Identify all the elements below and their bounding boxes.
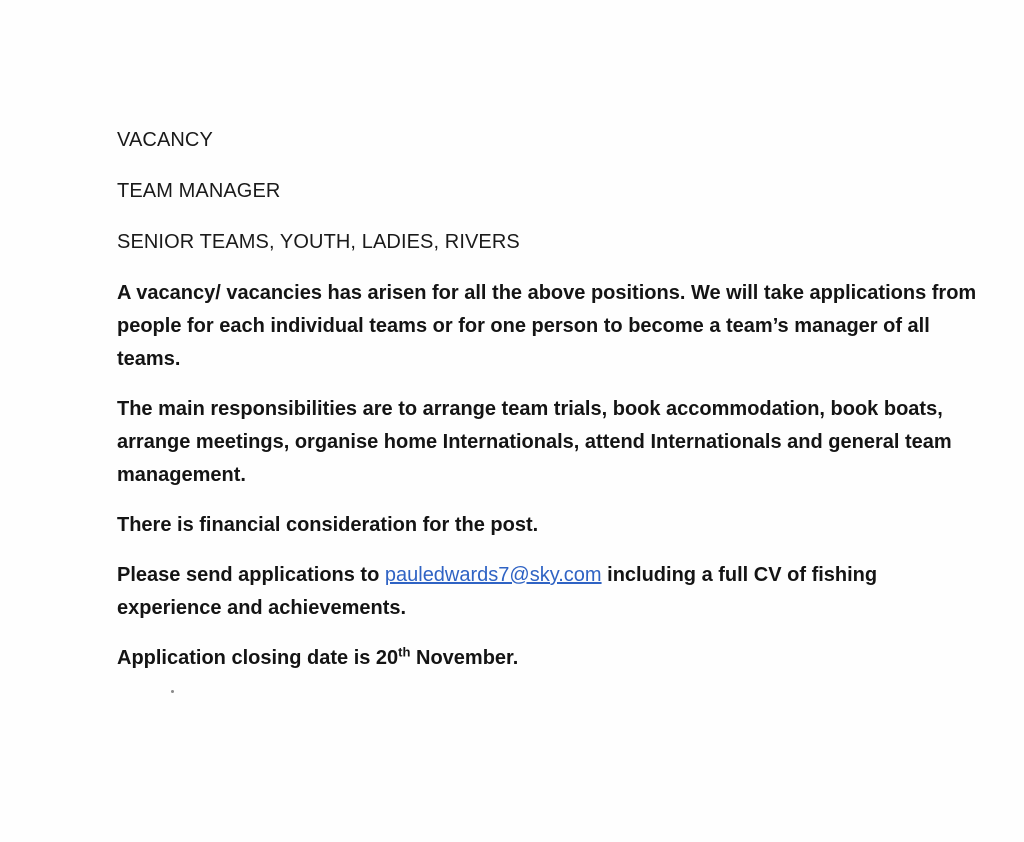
closing-suffix: November.: [410, 647, 519, 669]
scan-speck: [171, 690, 174, 693]
consideration-paragraph: There is financial consideration for the post.: [117, 514, 539, 536]
applications-prefix: Please send applications to: [117, 564, 385, 586]
applications-suffix: including a full CV of fishing experience and achievements.: [117, 564, 878, 619]
closing-date-paragraph: [117, 642, 977, 675]
applications-paragraph: [117, 559, 977, 625]
notice-title: VACANCY: [117, 129, 213, 151]
responsibilities-paragraph: The main responsibilities are to arrange team trials, book accommodation, book boats, arrange meetings, organise home Internationals, attend Internationals and general team management.: [117, 398, 952, 486]
teams-line: SENIOR TEAMS, YOUTH, LADIES, RIVERS: [117, 231, 520, 253]
closing-ordinal: th: [398, 644, 411, 660]
role-title: TEAM MANAGER: [117, 180, 281, 202]
intro-paragraph: A vacancy/ vacancies has arisen for all the above positions. We will take applications from people for each individual teams or for one person to become a team’s manager of all teams.: [117, 282, 977, 370]
closing-prefix: Application closing date is 20: [117, 647, 399, 669]
vacancy-notice: [117, 124, 977, 692]
email-link[interactable]: pauledwards7@sky.com: [384, 564, 602, 586]
